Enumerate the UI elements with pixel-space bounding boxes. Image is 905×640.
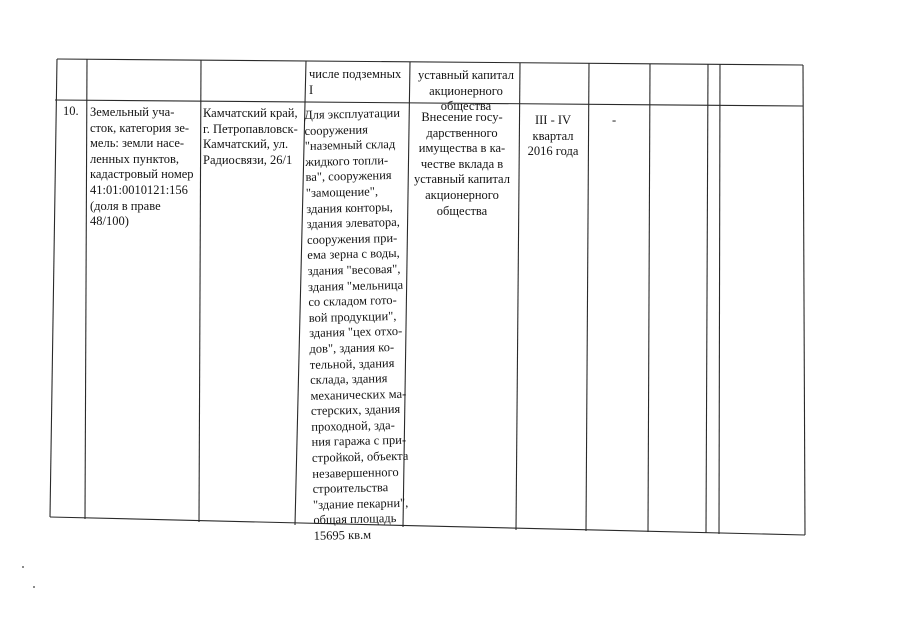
object-description: Земельный уча- сток, категория зе- мель: земли насе- ленных пунктов, кадастровый номер 41:01:0010121:156 (доля в праве 48/100) [90, 105, 194, 229]
row-number: 10. [63, 104, 79, 118]
price-dash: - [612, 113, 617, 127]
privatization-method: Внесение госу- дарственного имущества в ка- честве вклада в уставный капитал акционерного общества [414, 110, 510, 218]
scan-speck [22, 566, 24, 568]
scan-speck [33, 586, 35, 588]
object-address: Камчатский край, г. Петропавловск- Камчатский, ул. Радиосвязи, 26/1 [203, 106, 298, 167]
continuation-cell-method: уставный капитал акционерного общества [418, 68, 514, 114]
continuation-cell-purpose: числе подземных I [309, 67, 402, 97]
object-purpose: Для эксплуатации сооружения "наземный склад жидкого топли- ва", сооружения "замощение", здания конторы, здания элеватора, сооружения при- ема зерна с воды, здания "весовая", здания "мельница со складом гото- вой продукции", здания "цех отхо- дов", здания ко- тельной, здания склада, здания механических ма- стерских, здания проходной, зда- ния гаража с при- стройкой, объекта незавершенного строительства "здание пекарни", общая площадь 15695 кв.м [304, 105, 409, 543]
privatization-period: III - IV квартал 2016 года [527, 113, 579, 159]
